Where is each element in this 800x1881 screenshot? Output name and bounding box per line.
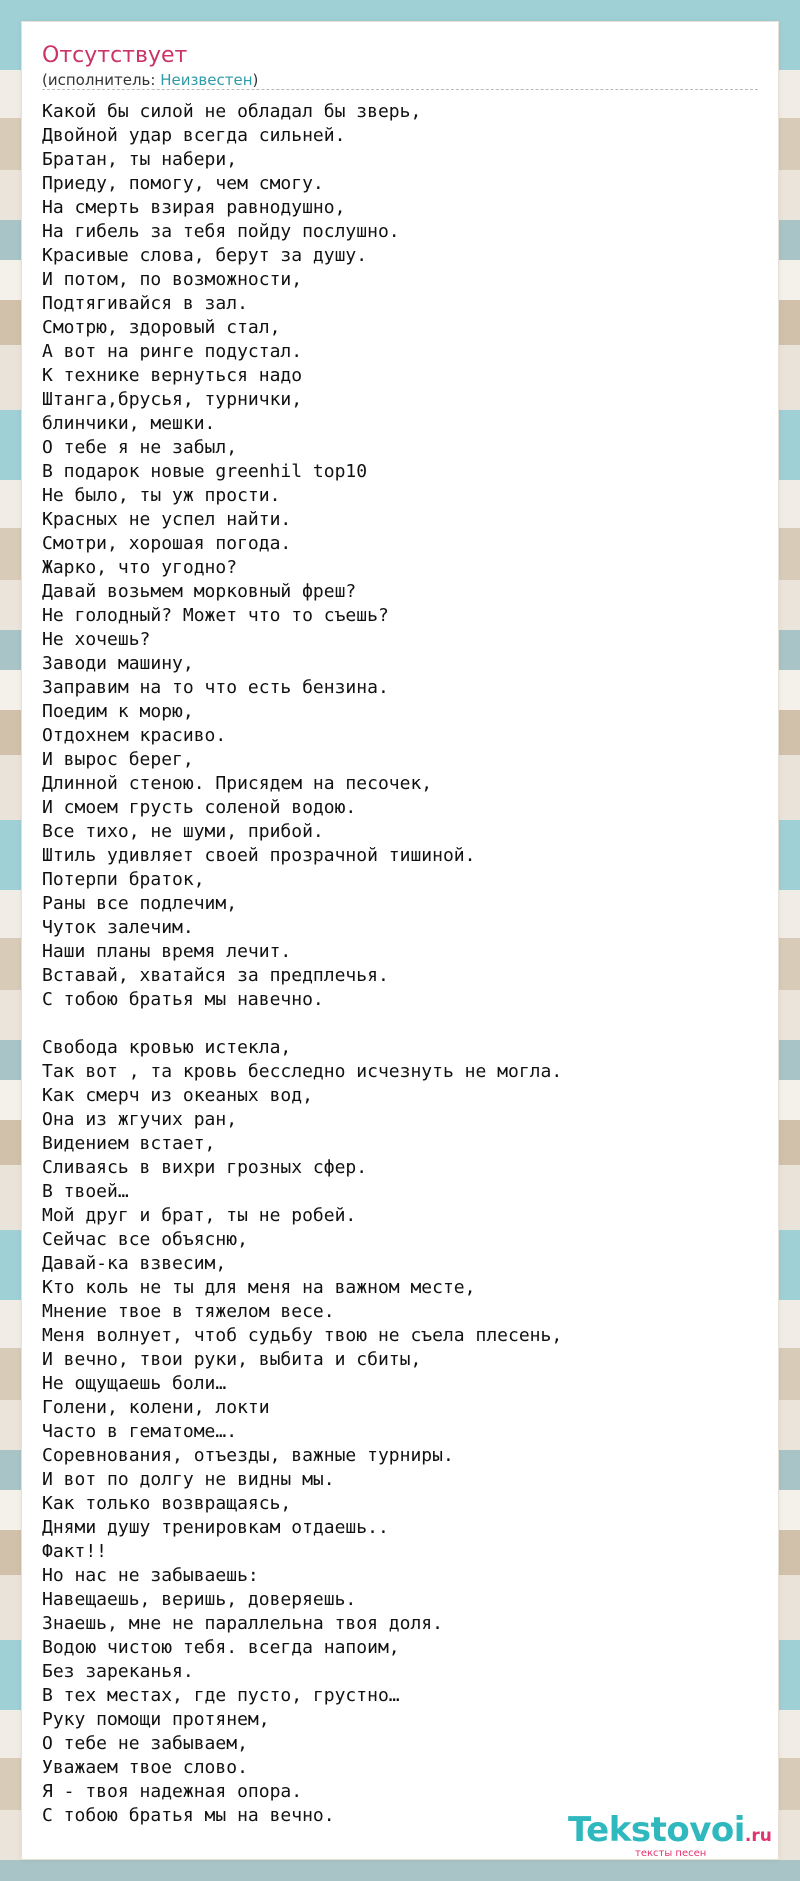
title-divider <box>42 89 758 90</box>
logo-tagline: тексты песен <box>635 1848 707 1859</box>
logo-tld: .ru <box>744 1826 772 1846</box>
logo-name: Tekstovoi <box>568 1810 745 1850</box>
artist-prefix: (исполнитель: <box>42 71 161 89</box>
artist-link[interactable]: Неизвестен <box>160 71 253 89</box>
song-title: Отсутствует <box>42 43 188 68</box>
lyrics-text: Какой бы силой не обладал бы зверь, Двойной удар всегда сильней. Братан, ты набери, Приеду, помогу, чем смогу. На смерть взирая равнодушно, На гибель за тебя пойду послушно. Красивые слова, берут за душу. И потом, по возможности, Подтягивайся в зал. Смотрю, здоровый стал, А вот на ринге подустал. К технике вернуться надо Штанга,брусья, турнички, блинчики, мешки. О тебе я не забыл, В подарок новые greenhil top10 Не было, ты уж прости. Красных не успел найти. Смотри, хорошая погода. Жарко, что угодно? Давай возьмем морковный фреш? Не голодный? Может что то съешь? Не хочешь? Заводи машину, Заправим на то что есть бензина. Поедим к морю, Отдохнем красиво. И вырос берег, Длинной стеною. Присядем на песочек, И смоем грусть соленой водою. Все тихо, не шуми, прибой. Штиль удивляет своей прозрачной тишиной. Потерпи браток, Раны все подлечим, Чуток залечим. Наши планы время лечит. Вставай, хватайся за предплечья. С тобою братья мы навечно. Свобода кровью истекла, Так вот , та кровь бесследно исчезнуть не могла. Как смерч из океаных вод, Она из жгучих ран, Видением встает, Сливаясь в вихри грозных сфер. В твоей… Мой друг и брат, ты не робей. Сейчас все объясню, Давай-ка взвесим, Кто коль не ты для меня на важном месте, Мнение твое в тяжелом весе. Меня волнует, чтоб судьбу твою не съела плесень, И вечно, твои руки, выбита и сбиты, Не ощущаешь боли… Голени, колени, локти Часто в гематоме…. Соревнования, отъезды, важные турниры. И вот по долгу не видны мы. Как только возвращаясь, Днями душу тренировкам отдаешь.. Факт!! Но нас не забываешь: Навещаешь, веришь, доверяешь. Знаешь, мне не параллельна твоя доля. Водою чистою тебя. всегда напоим, Без зареканья. В тех местах, где пусто, грустно… Руку помощи протянем, О тебе не забываем, Уважаем твое слово. Я - твоя надежная опора. С тобою братья мы на вечно. <box>42 101 563 1826</box>
artist-line <box>42 70 258 90</box>
artist-suffix: ) <box>252 71 259 89</box>
